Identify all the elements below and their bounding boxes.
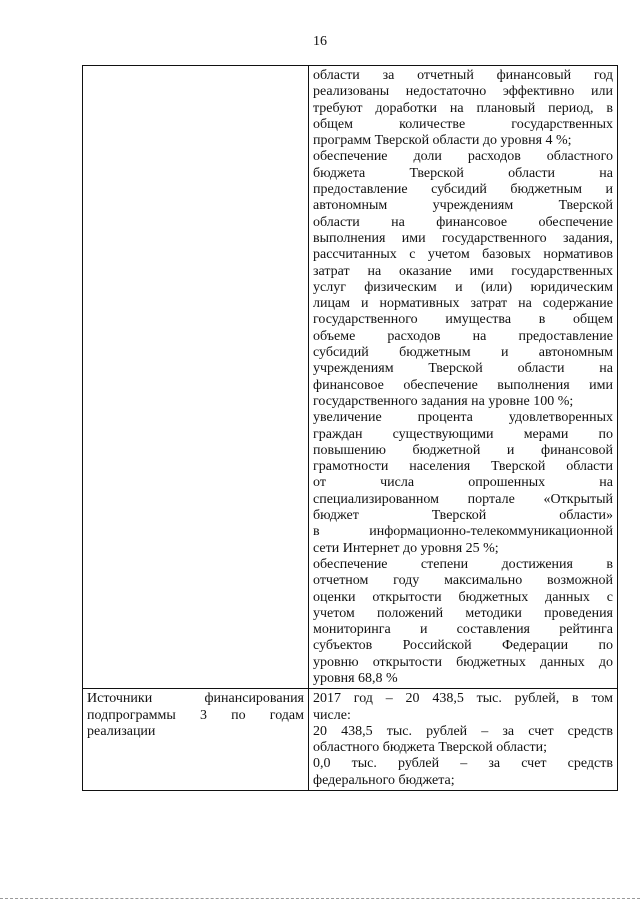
text-line: государственного задания на уровне 100 %;: [313, 393, 574, 409]
text-line: объеме расходов на предоставление: [313, 328, 613, 344]
text-line: услуг физическим и (или) юридическим: [313, 279, 613, 295]
table-row: [83, 689, 618, 791]
text-line: учреждениям Тверской области на: [313, 361, 613, 377]
row1-right-cell: [309, 66, 618, 689]
text-line: бюджета Тверской области на: [313, 165, 613, 181]
text-line: граждан существующими мерами по: [313, 426, 613, 442]
text-line: подпрограммы 3 по годам: [87, 707, 304, 723]
text-line: учетом положений методики проведения: [313, 605, 613, 621]
text-line: повышению бюджетной и финансовой: [313, 442, 613, 458]
text-line: областного бюджета Тверской области;: [313, 740, 547, 756]
row1-left-cell: [83, 66, 309, 689]
text-line: грамотности населения Тверской области: [313, 459, 613, 475]
text-line: 2017 год – 20 438,5 тыс. рублей, в том: [313, 691, 613, 707]
text-line: требуют доработки на плановый период, в: [313, 100, 613, 116]
text-line: затрат на оказание ими государственных: [313, 263, 613, 279]
text-line: государственного имущества в общем: [313, 312, 613, 328]
text-line: рассчитанных с учетом базовых нормативов: [313, 247, 613, 263]
text-line: общем количестве государственных: [313, 116, 613, 132]
text-line: оценки открытости бюджетных данных с: [313, 589, 613, 605]
text-line: в информационно-телекоммуникационной: [313, 524, 613, 540]
text-line: увеличение процента удовлетворенных: [313, 410, 613, 426]
text-line: обеспечение доли расходов областного: [313, 149, 613, 165]
text-line: от числа опрошенных на: [313, 475, 613, 491]
subprogram-table: [82, 65, 618, 791]
text-line: реализованы недостаточно эффективно или: [313, 84, 613, 100]
table-row: [83, 66, 618, 689]
row2-right-cell: [309, 689, 618, 791]
row2-left-cell: [83, 689, 309, 791]
text-line: лицам и нормативных затрат на содержание: [313, 296, 613, 312]
text-line: реализации: [87, 723, 156, 739]
text-line: федерального бюджета;: [313, 772, 455, 788]
text-line: 0,0 тыс. рублей – за счет средств: [313, 756, 613, 772]
text-line: предоставление субсидий бюджетным и: [313, 182, 613, 198]
text-line: субъектов Российской Федерации по: [313, 638, 613, 654]
text-line: 20 438,5 тыс. рублей – за счет средств: [313, 723, 613, 739]
text-line: автономным учреждениям Тверской: [313, 198, 613, 214]
text-line: Источники финансирования: [87, 691, 304, 707]
page-bottom-edge: [0, 898, 640, 900]
text-line: финансовое обеспечение выполнения ими: [313, 377, 613, 393]
text-line: области на финансовое обеспечение: [313, 214, 613, 230]
text-line: программ Тверской области до уровня 4 %;: [313, 133, 572, 149]
text-line: отчетном году максимально возможной: [313, 573, 613, 589]
text-line: бюджет Тверской области»: [313, 508, 613, 524]
text-line: выполнения ими государственного задания,: [313, 230, 613, 246]
text-line: сети Интернет до уровня 25 %;: [313, 540, 499, 556]
text-line: специализированном портале «Открытый: [313, 491, 613, 507]
page-number: 16: [313, 34, 327, 49]
text-line: мониторинга и составления рейтинга: [313, 622, 613, 638]
text-line: уровня 68,8 %: [313, 670, 398, 686]
text-line: числе:: [313, 707, 351, 723]
text-line: уровню открытости бюджетных данных до: [313, 654, 613, 670]
text-line: субсидий бюджетным и автономным: [313, 345, 613, 361]
text-line: обеспечение степени достижения в: [313, 556, 613, 572]
text-line: области за отчетный финансовый год: [313, 68, 613, 83]
